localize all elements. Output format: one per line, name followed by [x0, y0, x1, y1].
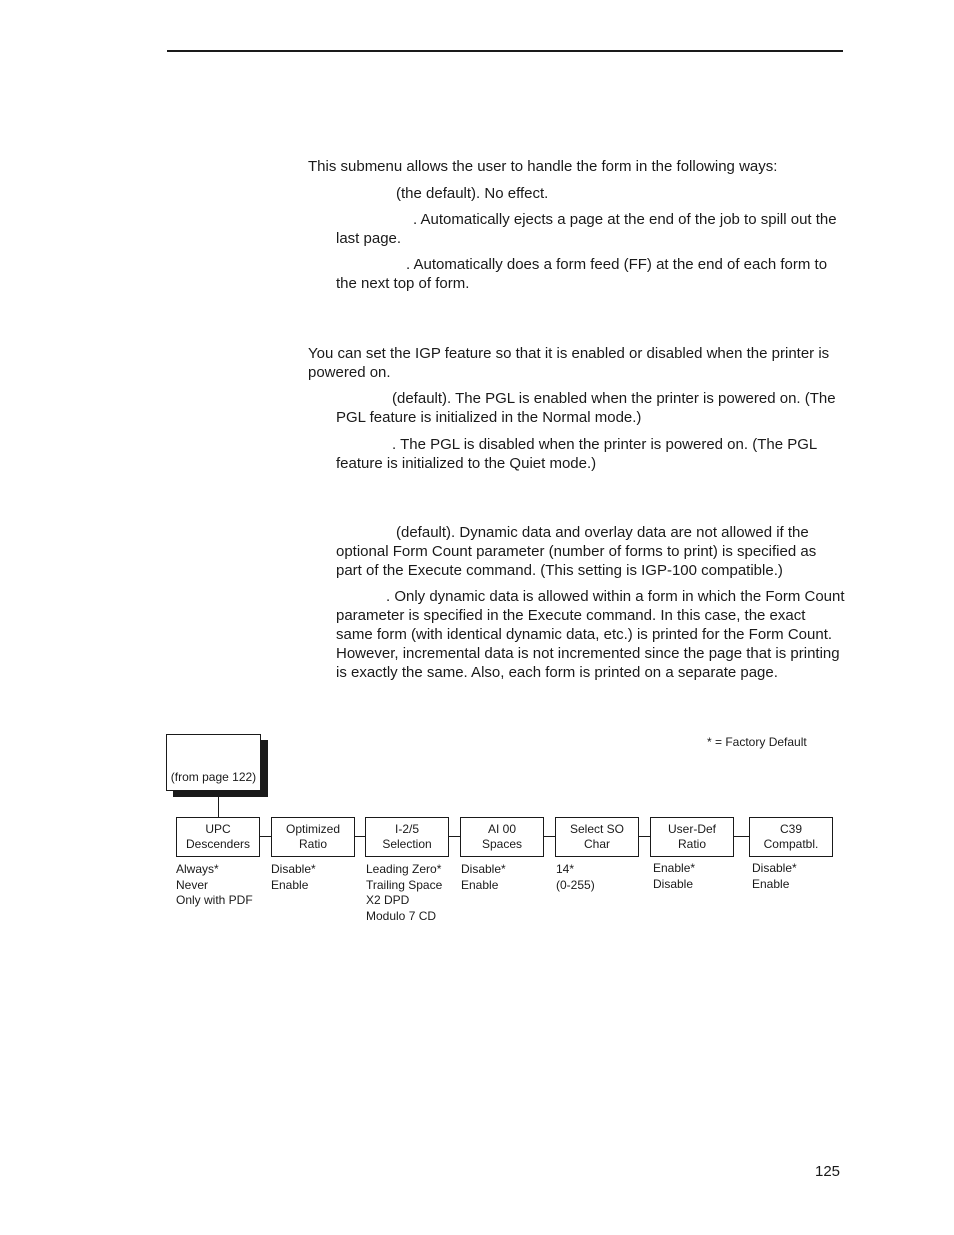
connector [639, 836, 650, 837]
source-menu-label: (from page 122) [170, 770, 257, 784]
form-option-default: (the default). No effect. [396, 185, 549, 202]
execute-copy-dynamic-option: . Only dynamic data is allowed within a form in which the Form Count parameter is specified in the Execute command. In this case, the exact same form (with identical dynamic data, etc.) is printed for the Form Count. However, incremental data is not incremented since the page that is printing is exactly the same. Also, each form is printed on a separate page. [336, 588, 845, 681]
option-item: Leading Zero* [366, 862, 442, 876]
menu-ai00-spaces: AI 00 Spaces [460, 817, 544, 857]
option-item: Enable [271, 877, 309, 892]
menu-optimized-ratio: Optimized Ratio [271, 817, 355, 857]
option-item: Disable* [461, 862, 506, 876]
connector [449, 836, 460, 837]
option-item: X2 DPD [366, 893, 410, 907]
option-item: Disable* [271, 862, 316, 876]
option-item: Enable [752, 876, 790, 891]
connector [544, 836, 555, 837]
option-item: (0-255) [556, 877, 595, 892]
menu-c39-compatbl: C39 Compatbl. [749, 817, 833, 857]
menu-user-def-ratio: User-Def Ratio [650, 817, 734, 857]
option-item: 14* [556, 862, 575, 876]
page-number: 125 [815, 1163, 841, 1180]
form-option-feed: . Automatically does a form feed (FF) at the end of each form to the next top of form. [336, 256, 828, 292]
option-item: Never [176, 877, 209, 892]
connector [260, 836, 271, 837]
option-item: Always* [176, 862, 219, 876]
connector [355, 836, 365, 837]
options-optimized-ratio [271, 862, 316, 893]
option-item: Disable [653, 876, 694, 891]
option-item: Only with PDF [176, 893, 253, 907]
option-item: Enable* [653, 861, 696, 875]
menu-i25-selection: I-2/5 Selection [365, 817, 449, 857]
connector-vertical [218, 797, 219, 818]
connector [734, 836, 749, 837]
header-rule [167, 50, 843, 52]
pgl-enable-option: (default). The PGL is enabled when the printer is powered on. (The PGL feature is initialized in the Normal mode.) [336, 390, 836, 426]
options-upc-descenders [176, 862, 253, 909]
menu-select-so-char: Select SO Char [555, 817, 639, 857]
igp-poweron-intro: You can set the IGP feature so that it is enabled or disabled when the printer is powered on. [308, 345, 830, 381]
menu-upc-descenders: UPC Descenders [176, 817, 260, 857]
option-item: Modulo 7 CD [366, 908, 437, 923]
option-item: Enable [461, 877, 499, 892]
options-select-so-char [556, 862, 595, 893]
options-user-def-ratio [653, 861, 695, 892]
options-i25-selection [366, 862, 442, 924]
form-handling-intro: This submenu allows the user to handle the form in the following ways: [308, 158, 778, 175]
factory-default-note: * = Factory Default [707, 735, 807, 749]
form-option-eject: . Automatically ejects a page at the end of the job to spill out the last page. [336, 211, 837, 247]
options-c39-compatbl [752, 861, 797, 892]
source-menu-box [166, 734, 261, 791]
option-item: Trailing Space [366, 877, 443, 892]
option-item: Disable* [752, 861, 797, 875]
pgl-disable-option: . The PGL is disabled when the printer is powered on. (The PGL feature is initialized to the Quiet mode.) [336, 436, 817, 472]
options-ai00-spaces [461, 862, 506, 893]
execute-copy-default-option: (default). Dynamic data and overlay data are not allowed if the optional Form Count parameter (number of forms to print) is specified as part of the Execute command. (This setting is IGP-100 compatible.) [336, 524, 817, 579]
